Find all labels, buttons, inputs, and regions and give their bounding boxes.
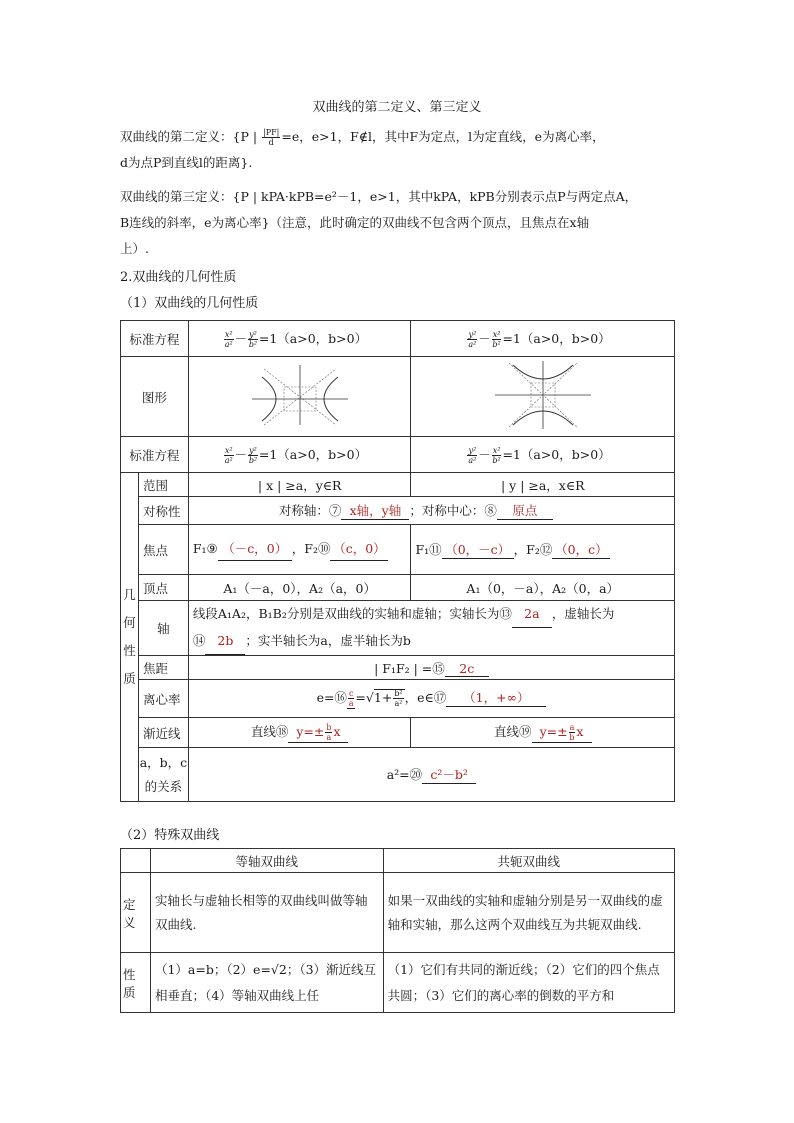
table-row: 等轴双曲线 共轭双曲线 [121, 849, 675, 873]
geometric-properties-label: 几 何 性 质 [121, 473, 139, 802]
page-title: 双曲线的第二定义、第三定义 [312, 100, 482, 115]
table-row: 对称性 对称轴：⑦ x轴，y轴 ；对称中心：⑧ 原点 [121, 497, 675, 525]
table-row: 焦点 F₁⑨ （－c，0） ，F₂⑩ （c，0） F₁⑪ （0，－c） ，F₂⑫ （0，c） [121, 525, 675, 575]
table-row: 离心率 e=⑯ $\frac{c}{a}$ =√1+ $\frac{\text{b²}}{\text{a²}}$ ，e∈⑰ （1，+∞） [121, 680, 675, 718]
table-row: 图形 [121, 357, 675, 437]
properties-table [120, 320, 675, 802]
special-hyperbola-table [120, 848, 675, 1013]
table-row: 性质 （1）a=b；（2）e=√2；（3）渐近线互相垂直；（4）等轴双曲线上任 （1）它们有共同的渐近线；（2）它们的四个焦点共圆；（3）它们的离心率的倒数的平方和 [121, 953, 675, 1013]
table-row: 轴 线段A₁A₂，B₁B₂分别是双曲线的实轴和虚轴；实轴长为⑬ 2a ，虚轴长为 ⑭ 2b ；实半轴长为a，虚半轴长为b [121, 601, 675, 656]
subsection-heading: （1）双曲线的几何性质 [120, 296, 259, 311]
table-row: 标准方程 $\frac{\text{x²}}{\text{a²}}$ － $\frac{\text{y²}}{\text{b²}}$ =1（a>0，b>0） $\frac{\text{y²}}{\text{a²}}$ － $\frac{\text{x²}}{\text{b²}}$ =1（a>0，b>0） [121, 321, 675, 357]
subsection-heading: （2）特殊双曲线 [120, 828, 220, 843]
second-definition: 双曲线的第二定义：{P | $\frac{|PF|}{d}$ =e，e>1，F∉l，其中F为定点，l为定直线，e为离心率， d为点P到直线l的距离}. [120, 128, 605, 170]
table-row: 渐近线 直线⑱ y=± $\frac{b}{a}$ x 直线⑲ y=± $\frac{a}{b}$ x [121, 718, 675, 748]
table-row: 定义 实轴长与虚轴长相等的双曲线叫做等轴双曲线. 如果一双曲线的实轴和虚轴分别是另一双曲线的虚轴和实轴，那么这两个双曲线互为共轭双曲线. [121, 873, 675, 953]
horizontal-hyperbola-figure [250, 363, 350, 427]
table-row: 标准方程 $\frac{\text{x²}}{\text{a²}}$ － $\frac{\text{y²}}{\text{b²}}$ =1（a>0，b>0） $\frac{\text{y²}}{\text{a²}}$ － $\frac{\text{x²}}{\text{b²}}$ =1（a>0，b>0） [121, 437, 675, 473]
table-row: 焦距 | F₁F₂ | =⑮ 2c [121, 656, 675, 680]
table-row: a，b，c 的关系 a²=⑳ c²－b² [121, 748, 675, 802]
section-heading: 2.双曲线的几何性质 [120, 270, 237, 285]
table-row: 顶点 A₁（－a，0），A₂（a，0） A₁（0，－a），A₂（0，a） [121, 575, 675, 601]
third-definition: 双曲线的第三定义：{P | kPA·kPB=e²－1，e>1，其中kPA，kPB分别表示点P与两定点A， B连线的斜率，e为离心率}（注意，此时确定的双曲线不包含两个顶点，且焦点在x轴 上）. [120, 189, 638, 256]
vertical-hyperbola-figure [493, 359, 593, 431]
table-row: 几 何 性 质 范围 | x | ≥a，y∈R | y | ≥a，x∈R [121, 473, 675, 497]
